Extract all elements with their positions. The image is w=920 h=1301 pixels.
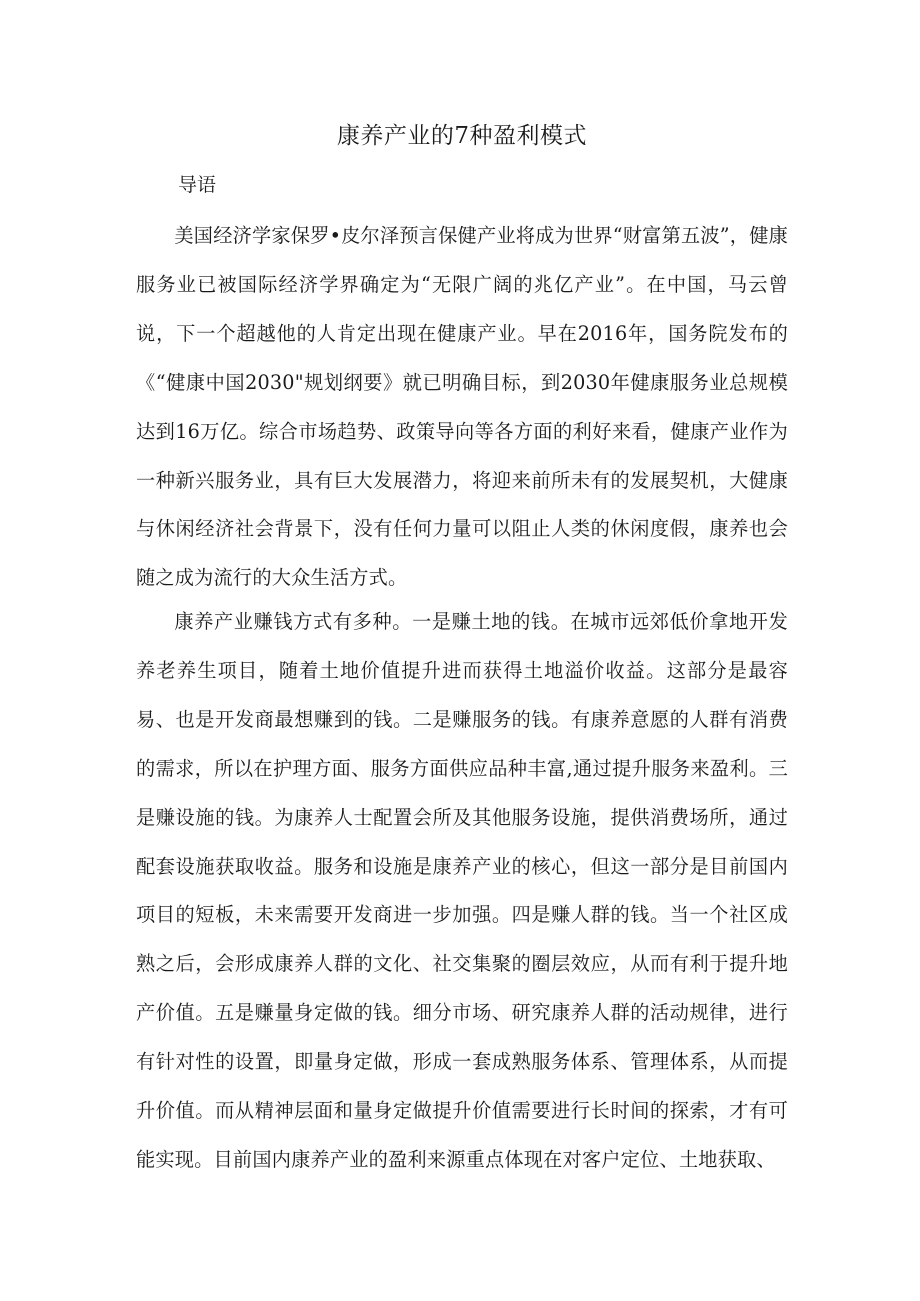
lead-heading: 导语 bbox=[178, 174, 217, 196]
document-title: 康养产业的7种盈利模式 bbox=[336, 123, 588, 149]
paragraph-intro: 美国经济学家保罗•皮尔泽预言保健产业将成为世界“财富第五波”，健康服务业已被国际经济学界确定为“无限广阔的兆亿产业”。在中国，马云曾说，下一个超越他的人肯定出现在健康产业。早在2016年，国务院发布的《“健康中国2030"规划纲要》就已明确目标，到2030年健康服务业总规模达到16万亿。综合市场趋势、政策导向等各方面的利好来看，健康产业作为一种新兴服务业，具有巨大发展潜力，将迎来前所未有的发展契机，大健康与休闲经济社会背景下，没有任何力量可以阻止人类的休闲度假，康养也会随之成为流行的大众生活方式。 bbox=[136, 224, 788, 590]
paragraph-profit-methods: 康养产业赚钱方式有多种。一是赚土地的钱。在城市远郊低价拿地开发养老养生项目，随着土地价值提升进而获得土地溢价收益。这部分是最容易、也是开发商最想赚到的钱。二是赚服务的钱。有康养意愿的人群有消费的需求，所以在护理方面、服务方面供应品种丰富,通过提升服务来盈利。三是赚设施的钱。为康养人士配置会所及其他服务设施，提供消费场所，通过配套设施获取收益。服务和设施是康养产业的核心，但这一部分是目前国内项目的短板，未来需要开发商进一步加强。四是赚人群的钱。当一个社区成熟之后，会形成康养人群的文化、社交集聚的圈层效应，从而有利于提升地产价值。五是赚量身定做的钱。细分市场、研究康养人群的活动规律，进行有针对性的设置，即量身定做，形成一套成熟服务体系、管理体系，从而提升价值。而从精神层面和量身定做提升价值需要进行长时间的探索，才有可能实现。目前国内康养产业的盈利来源重点体现在对客户定位、土地获取、 bbox=[136, 610, 788, 1171]
